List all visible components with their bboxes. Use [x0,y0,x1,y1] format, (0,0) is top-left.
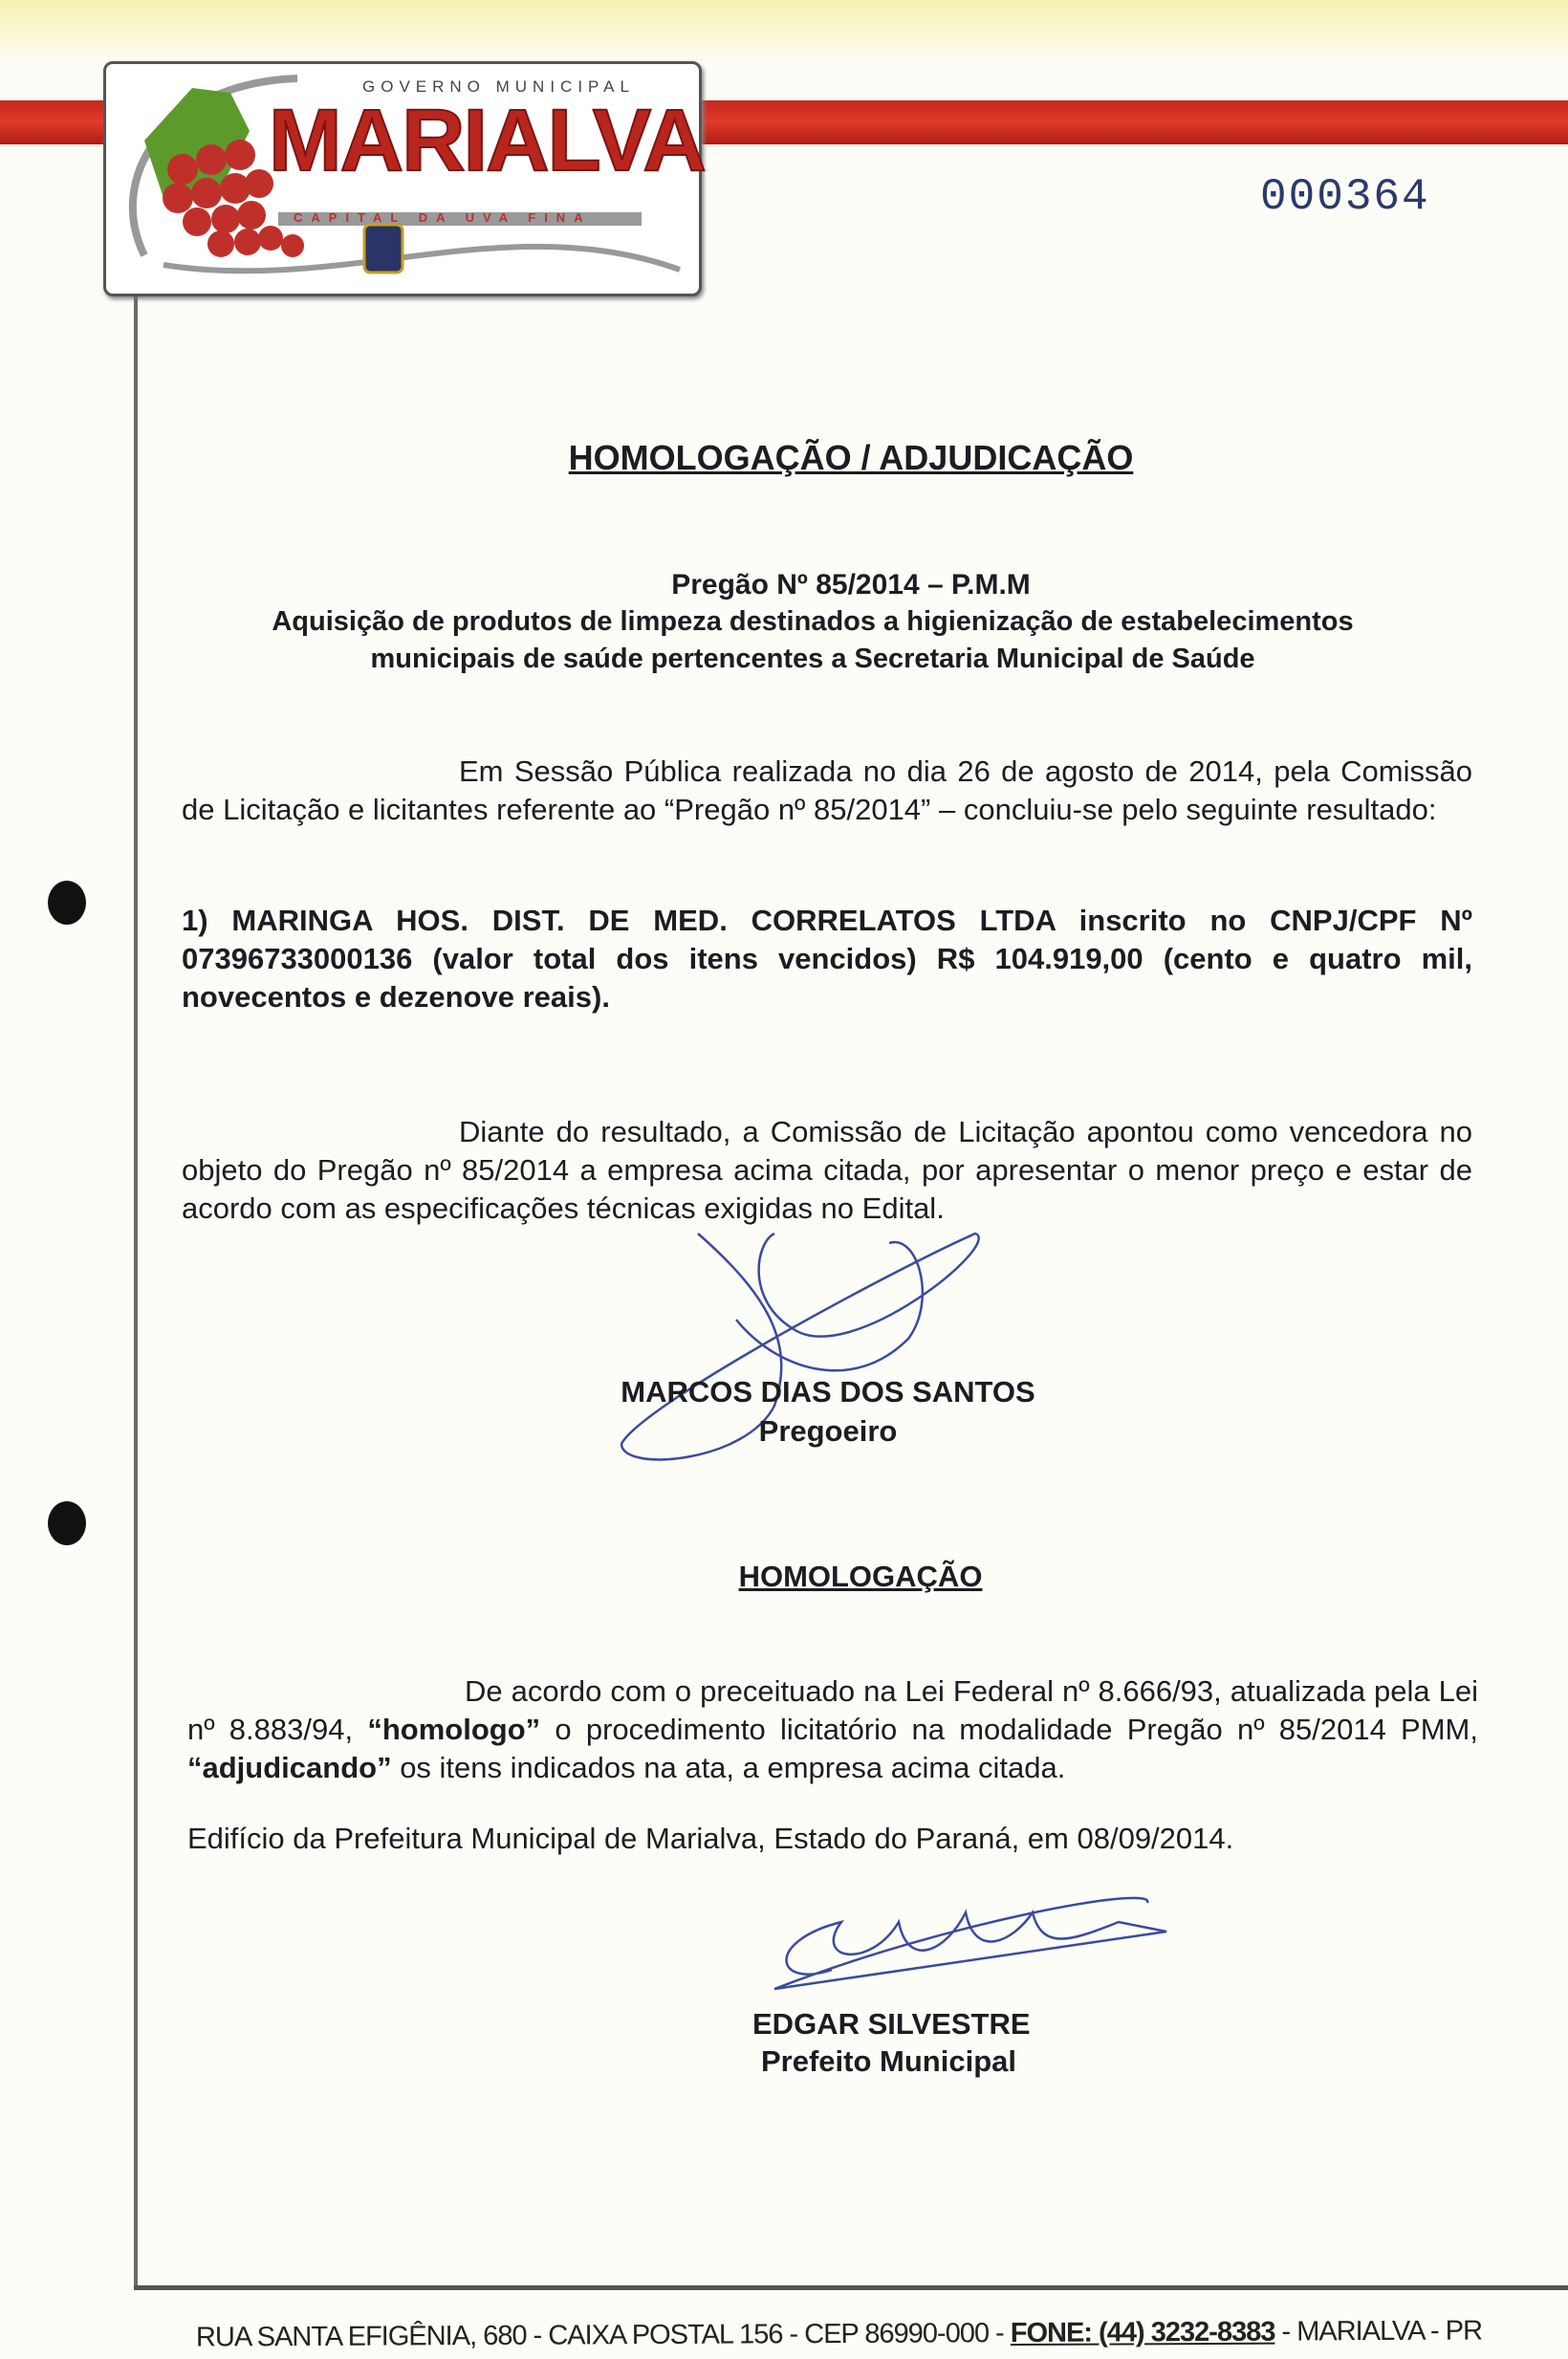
text: o procedimento licitatório na modalidade Pregão nº 85/2014 PMM, [540,1713,1478,1746]
footer-line [134,2285,1568,2290]
homologo-text: “homologo” [367,1713,541,1746]
punch-hole [48,881,86,925]
signer-1-name: MARCOS DIAS DOS SANTOS [621,1375,1035,1409]
marialva-logo [103,61,705,296]
winner-paragraph: Diante do resultado, a Comissão de Licitação apontou como vencedora no objeto do Pregão nº 85/2014 a empresa acima citada, por apresentar o menor preço e estar de acordo com as especificações técnicas exigidas no Edital. [182,1115,1472,1225]
adjudicando-text: “adjudicando” [187,1751,392,1784]
logo-name: MARIALVA [269,92,705,189]
page-shading [0,0,1568,67]
homologation-paragraph [187,1672,1478,1787]
subject-line-2: municipais de saúde pertencentes a Secretaria Municipal de Saúde [370,644,1255,674]
session-paragraph: Em Sessão Pública realizada no dia 26 de agosto de 2014, pela Comissão de Licitação e licitantes referente ao “Pregão nº 85/2014” – concluiu-se pelo seguinte resultado: [182,754,1472,826]
logo-top-text: GOVERNO MUNICIPAL [362,77,635,96]
signature-prefeito [755,1865,1176,2018]
signer-2-name: EDGAR SILVESTRE [752,2007,1031,2041]
page-number-stamp: 000364 [1260,172,1430,222]
logo-tagline: CAPITAL DA UVA FINA [294,210,592,225]
signer-1-role: Pregoeiro [758,1414,898,1448]
subject-line-1: Aquisição de produtos de limpeza destinados a higienização de estabelecimentos [272,606,1354,637]
footer-address [196,2315,1482,2353]
address-text: RUA SANTA EFIGÊNIA, 680 - CAIXA POSTAL 156 - CEP 86990-000 - [195,2318,1011,2353]
signature-pregoeiro [602,1214,1004,1501]
signer-2-role: Prefeito Municipal [761,2044,1016,2078]
punch-hole [48,1501,86,1545]
result-item-1: 1) MARINGA HOS. DIST. DE MED. CORRELATOS LTDA inscrito no CNPJ/CPF Nº 07396733000136 (valor total dos itens vencidos) R$ 104.919,00 (cento e quatro mil, novecentos e dezenove reais). [182,904,1472,1014]
text: os itens indicados na ata, a empresa acima citada. [391,1751,1066,1784]
homologacao-heading: HOMOLOGAÇÃO [738,1560,983,1593]
place-date: Edifício da Prefeitura Municipal de Marialva, Estado do Paraná, em 08/09/2014. [187,1822,1234,1855]
document-title: HOMOLOGAÇÃO / ADJUDICAÇÃO [568,438,1134,477]
city-text: - MARIALVA - PR [1274,2315,1483,2348]
text: De acordo com o preceituado na Lei Federal nº 8.666/93, atualizada pela Lei nº 8.883/94, [187,1674,1478,1746]
pregao-number: Pregão Nº 85/2014 – P.M.M [671,569,1031,601]
phone-text: FONE: (44) 3232-8383 [1010,2316,1275,2349]
